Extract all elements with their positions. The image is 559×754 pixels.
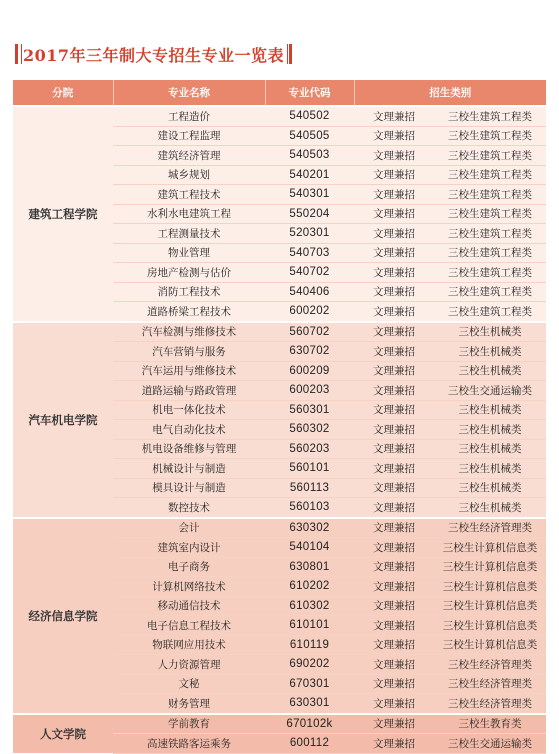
major-cell: 移动通信技术	[113, 596, 265, 616]
type-cell: 文理兼招	[354, 420, 434, 440]
code-cell: 600209	[265, 361, 354, 381]
type-cell: 文理兼招	[354, 635, 434, 655]
code-cell: 540703	[265, 243, 354, 263]
title-bar-left	[15, 44, 18, 64]
title-text: 2017年三年制大专招生专业一览表	[23, 45, 285, 65]
major-cell: 工程测量技术	[113, 224, 265, 244]
type-cell: 文理兼招	[354, 126, 434, 146]
category-cell: 三校生建筑工程类	[434, 282, 546, 302]
major-cell: 汽车检测与维修技术	[113, 322, 265, 342]
type-cell: 文理兼招	[354, 694, 434, 714]
category-cell: 三校生机械类	[434, 400, 546, 420]
major-cell: 道路桥梁工程技术	[113, 302, 265, 322]
major-cell: 物联网应用技术	[113, 635, 265, 655]
category-cell: 三校生建筑工程类	[434, 263, 546, 283]
type-cell: 文理兼招	[354, 243, 434, 263]
college-cell: 建筑工程学院	[13, 106, 113, 322]
major-cell: 电子商务	[113, 557, 265, 577]
type-cell: 文理兼招	[354, 734, 434, 754]
type-cell: 文理兼招	[354, 165, 434, 185]
category-cell: 三校生计算机信息类	[434, 616, 546, 636]
code-cell: 610101	[265, 616, 354, 636]
header-major: 专业名称	[113, 80, 265, 106]
major-cell: 机电设备维修与管理	[113, 439, 265, 459]
table-row	[13, 518, 546, 538]
code-cell: 630801	[265, 557, 354, 577]
category-cell: 三校生机械类	[434, 478, 546, 498]
category-cell: 三校生经济管理类	[434, 655, 546, 675]
code-cell: 540702	[265, 263, 354, 283]
major-cell: 财务管理	[113, 694, 265, 714]
category-cell: 三校生经济管理类	[434, 518, 546, 538]
type-cell: 文理兼招	[354, 674, 434, 694]
category-cell: 三校生建筑工程类	[434, 224, 546, 244]
type-cell: 文理兼招	[354, 322, 434, 342]
category-cell: 三校生建筑工程类	[434, 302, 546, 322]
code-cell: 630702	[265, 342, 354, 362]
code-cell: 670301	[265, 674, 354, 694]
code-cell: 600202	[265, 302, 354, 322]
type-cell: 文理兼招	[354, 342, 434, 362]
major-cell: 城乡规划	[113, 165, 265, 185]
major-cell: 学前教育	[113, 714, 265, 734]
type-cell: 文理兼招	[354, 518, 434, 538]
table-header	[13, 80, 546, 106]
category-cell: 三校生经济管理类	[434, 694, 546, 714]
major-cell: 房地产检测与估价	[113, 263, 265, 283]
major-cell: 工程造价	[113, 106, 265, 126]
major-cell: 模具设计与制造	[113, 478, 265, 498]
code-cell: 630302	[265, 518, 354, 538]
code-cell: 560103	[265, 498, 354, 518]
category-cell: 三校生建筑工程类	[434, 146, 546, 166]
major-cell: 道路运输与路政管理	[113, 381, 265, 401]
type-cell: 文理兼招	[354, 224, 434, 244]
code-cell: 520301	[265, 224, 354, 244]
type-cell: 文理兼招	[354, 538, 434, 558]
major-cell: 高速铁路客运乘务	[113, 734, 265, 754]
code-cell: 600203	[265, 381, 354, 401]
major-cell: 消防工程技术	[113, 282, 265, 302]
major-cell: 会计	[113, 518, 265, 538]
category-cell: 三校生计算机信息类	[434, 557, 546, 577]
code-cell: 670102k	[265, 714, 354, 734]
type-cell: 文理兼招	[354, 714, 434, 734]
major-cell: 汽车营销与服务	[113, 342, 265, 362]
code-cell: 600112	[265, 734, 354, 754]
category-cell: 三校生机械类	[434, 439, 546, 459]
major-cell: 建筑经济管理	[113, 146, 265, 166]
code-cell: 630301	[265, 694, 354, 714]
type-cell: 文理兼招	[354, 459, 434, 479]
title-bar-right	[289, 44, 292, 64]
category-cell: 三校生建筑工程类	[434, 204, 546, 224]
type-cell: 文理兼招	[354, 361, 434, 381]
table-row	[13, 106, 546, 126]
code-cell: 610202	[265, 577, 354, 597]
major-cell: 水利水电建筑工程	[113, 204, 265, 224]
type-cell: 文理兼招	[354, 381, 434, 401]
category-cell: 三校生机械类	[434, 498, 546, 518]
type-cell: 文理兼招	[354, 302, 434, 322]
major-cell: 机械设计与制造	[113, 459, 265, 479]
type-cell: 文理兼招	[354, 498, 434, 518]
college-cell: 人文学院	[13, 714, 113, 754]
type-cell: 文理兼招	[354, 185, 434, 205]
code-cell: 690202	[265, 655, 354, 675]
category-cell: 三校生计算机信息类	[434, 577, 546, 597]
type-cell: 文理兼招	[354, 655, 434, 675]
code-cell: 560113	[265, 478, 354, 498]
category-cell: 三校生建筑工程类	[434, 106, 546, 126]
category-cell: 三校生机械类	[434, 342, 546, 362]
code-cell: 560302	[265, 420, 354, 440]
code-cell: 540301	[265, 185, 354, 205]
major-cell: 汽车运用与维修技术	[113, 361, 265, 381]
code-cell: 540505	[265, 126, 354, 146]
category-cell: 三校生计算机信息类	[434, 596, 546, 616]
major-cell: 计算机网络技术	[113, 577, 265, 597]
major-cell: 文秘	[113, 674, 265, 694]
table-row	[13, 714, 546, 734]
major-cell: 人力资源管理	[113, 655, 265, 675]
code-cell: 560203	[265, 439, 354, 459]
college-cell: 经济信息学院	[13, 518, 113, 714]
major-cell: 电气自动化技术	[113, 420, 265, 440]
category-cell: 三校生教育类	[434, 714, 546, 734]
page-title	[12, 42, 295, 66]
category-cell: 三校生机械类	[434, 322, 546, 342]
type-cell: 文理兼招	[354, 577, 434, 597]
type-cell: 文理兼招	[354, 616, 434, 636]
table-row	[13, 322, 546, 342]
major-cell: 机电一体化技术	[113, 400, 265, 420]
table-body	[13, 106, 546, 753]
category-cell: 三校生交通运输类	[434, 381, 546, 401]
code-cell: 610302	[265, 596, 354, 616]
college-cell: 汽车机电学院	[13, 322, 113, 518]
header-college: 分院	[13, 80, 113, 106]
major-cell: 建筑工程技术	[113, 185, 265, 205]
code-cell: 550204	[265, 204, 354, 224]
header-category: 招生类别	[354, 80, 546, 106]
category-cell: 三校生建筑工程类	[434, 126, 546, 146]
type-cell: 文理兼招	[354, 400, 434, 420]
type-cell: 文理兼招	[354, 106, 434, 126]
code-cell: 540502	[265, 106, 354, 126]
type-cell: 文理兼招	[354, 263, 434, 283]
type-cell: 文理兼招	[354, 557, 434, 577]
type-cell: 文理兼招	[354, 478, 434, 498]
type-cell: 文理兼招	[354, 146, 434, 166]
type-cell: 文理兼招	[354, 282, 434, 302]
category-cell: 三校生经济管理类	[434, 674, 546, 694]
category-cell: 三校生机械类	[434, 459, 546, 479]
code-cell: 610119	[265, 635, 354, 655]
code-cell: 560101	[265, 459, 354, 479]
title-bar-left-thin	[21, 44, 22, 64]
code-cell: 540406	[265, 282, 354, 302]
major-cell: 建筑室内设计	[113, 538, 265, 558]
code-cell: 540201	[265, 165, 354, 185]
type-cell: 文理兼招	[354, 596, 434, 616]
enrollment-table	[13, 80, 546, 754]
major-cell: 电子信息工程技术	[113, 616, 265, 636]
code-cell: 540104	[265, 538, 354, 558]
title-bar-right-thin	[287, 44, 288, 64]
code-cell: 560702	[265, 322, 354, 342]
code-cell: 540503	[265, 146, 354, 166]
category-cell: 三校生建筑工程类	[434, 185, 546, 205]
category-cell: 三校生建筑工程类	[434, 165, 546, 185]
type-cell: 文理兼招	[354, 204, 434, 224]
category-cell: 三校生机械类	[434, 420, 546, 440]
major-cell: 数控技术	[113, 498, 265, 518]
major-cell: 物业管理	[113, 243, 265, 263]
type-cell: 文理兼招	[354, 439, 434, 459]
category-cell: 三校生机械类	[434, 361, 546, 381]
category-cell: 三校生计算机信息类	[434, 635, 546, 655]
major-cell: 建设工程监理	[113, 126, 265, 146]
header-code: 专业代码	[265, 80, 354, 106]
category-cell: 三校生交通运输类	[434, 734, 546, 754]
category-cell: 三校生计算机信息类	[434, 538, 546, 558]
category-cell: 三校生建筑工程类	[434, 243, 546, 263]
code-cell: 560301	[265, 400, 354, 420]
